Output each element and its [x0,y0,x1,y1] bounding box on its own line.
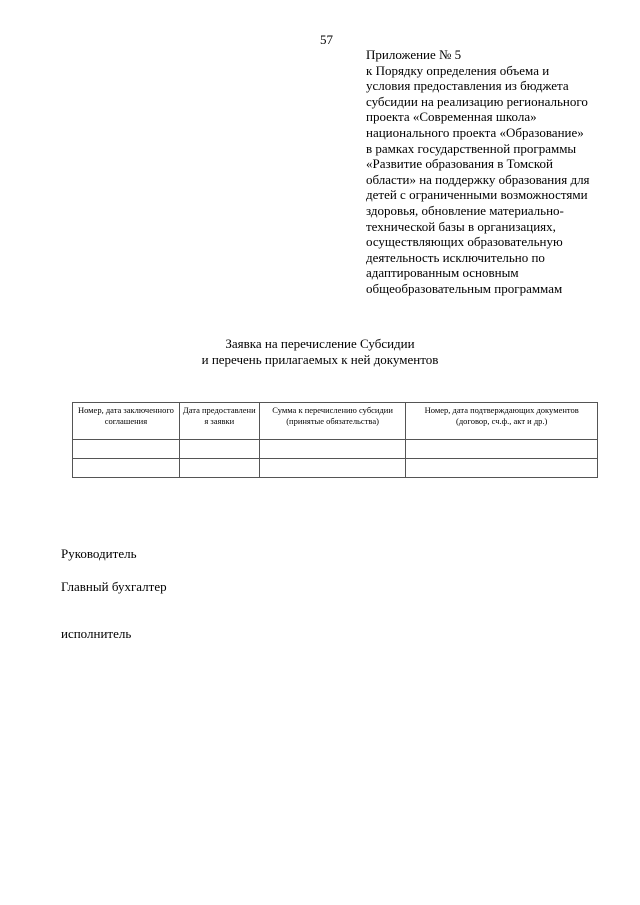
table-cell [179,440,259,459]
header-agreement: Номер, дата заключенного соглашения [73,403,180,440]
table-cell [73,459,180,478]
appendix-line: технической базы в организациях, [366,218,556,234]
appendix-line: осуществляющих образовательную [366,234,563,250]
appendix-line: национального проекта «Образование» [366,124,584,140]
table-cell [259,459,406,478]
signature-executor: исполнитель [61,626,132,641]
appendix-line: в рамках государственной программы [366,140,577,156]
table-cell [179,459,259,478]
appendix-line: субсидии на реализацию регионального [366,93,588,109]
table-cell [406,440,598,459]
signature-chief-accountant: Главный бухгалтер [61,579,167,594]
header-request-date: Дата предоставлени я заявки [179,403,259,440]
appendix-line: к Порядку определения объема и [366,62,550,78]
header-amount: Сумма к перечислению субсидии (принятые обязательства) [259,403,406,440]
appendix-line: «Развитие образования в Томской [366,156,553,172]
page-number: 57 [320,32,333,47]
document-title [0,336,640,368]
header-documents: Номер, дата подтверждающих документов (договор, сч.ф., акт и др.) [406,403,598,440]
signature-head: Руководитель [61,546,137,561]
appendix-block [366,47,616,297]
appendix-line: деятельность исключительно по [366,249,545,265]
title-line-2: и перечень прилагаемых к ней документов [201,352,439,367]
appendix-line: области» на поддержку образования для [366,171,590,187]
request-table [72,402,598,478]
table-header-row [73,403,598,440]
table-cell [259,440,406,459]
title-line-1: Заявка на перечисление Субсидии [225,336,415,351]
appendix-line: Приложение № 5 [366,47,462,62]
table-cell [406,459,598,478]
table-cell [73,440,180,459]
table-row [73,459,598,478]
appendix-line: детей с ограниченными возможностями [366,187,588,203]
table-row [73,440,598,459]
appendix-line: адаптированным основным [366,265,519,281]
appendix-line: общеобразовательным программам [366,280,563,296]
appendix-line: проекта «Современная школа» [366,109,537,125]
appendix-line: здоровья, обновление материально- [366,202,564,218]
appendix-line: условия предоставления из бюджета [366,78,569,94]
